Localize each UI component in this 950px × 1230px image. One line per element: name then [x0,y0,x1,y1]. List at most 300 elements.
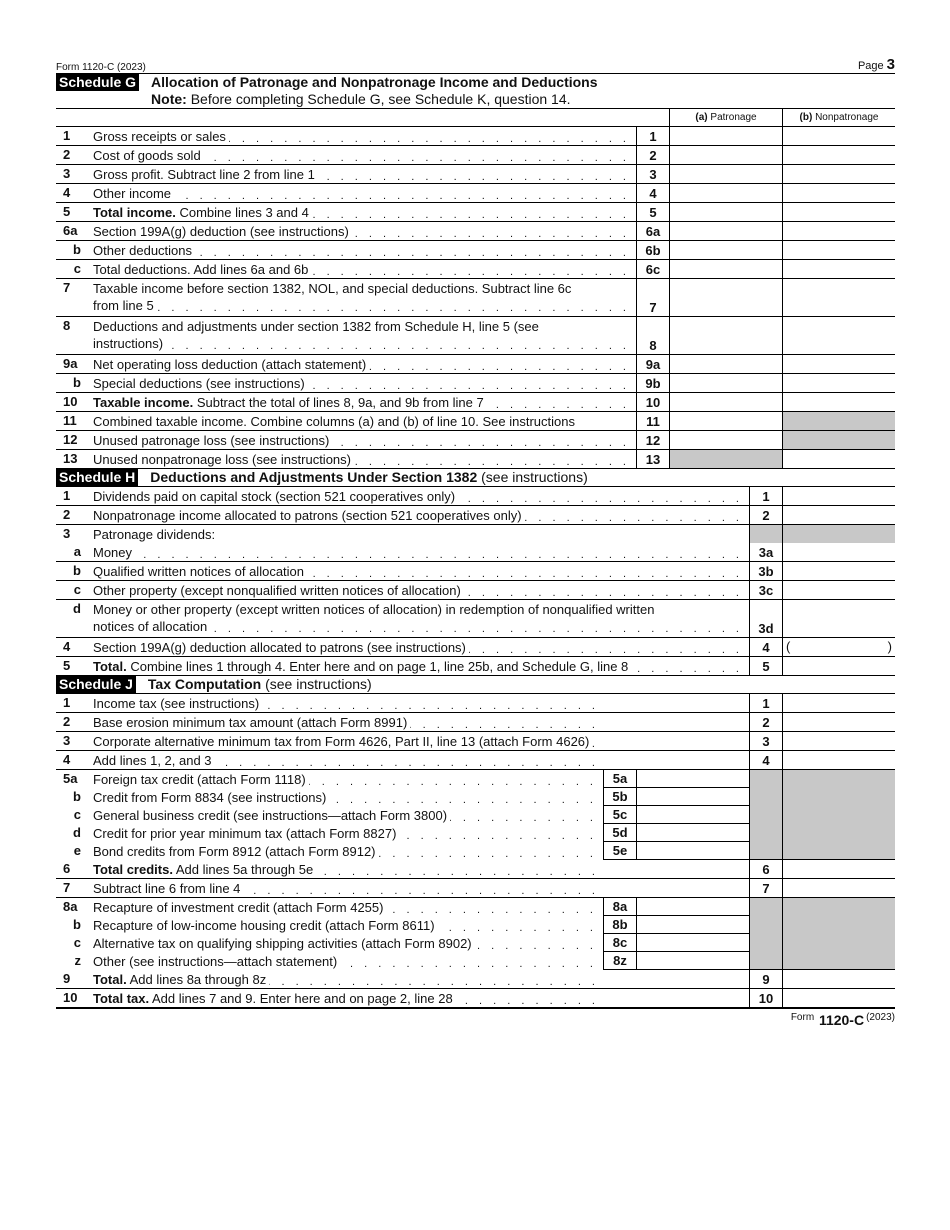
line-number: 5 [63,658,71,673]
line-label-text: Combine lines 3 and 4 [179,205,309,220]
patronage-amount-5[interactable] [669,203,782,221]
line-description [93,260,636,278]
line-description-text [93,695,605,712]
sched-h-amount-2[interactable] [782,506,895,524]
line-label-text: Add lines 7 and 9. Enter here and on page 2, line 28 [152,991,453,1006]
line-box-label: 5c [603,806,636,824]
nonpatronage-amount-12 [782,431,895,449]
line-label-text: Dividends paid on capital stock (section 521 cooperatives only) [93,489,456,504]
line-box-label: 3b [749,562,782,580]
line-label [93,205,312,220]
line-label-text: Gross profit. Subtract line 2 from line 1 [93,167,315,182]
nonpatronage-amount-13[interactable] [782,450,895,468]
sched-j-amount-10[interactable] [782,989,895,1007]
spacer-amount [637,694,749,712]
line-description-text [93,752,605,769]
line-description [93,732,605,750]
patronage-amount-6c[interactable] [669,260,782,278]
line-box-label: 3c [749,581,782,599]
schedule-j-title-block [148,676,372,693]
line-box-label: 13 [636,450,669,468]
sched-j-amount-3[interactable] [782,732,895,750]
line-description [93,203,636,221]
line-description [93,431,636,449]
line-description-text [93,394,636,411]
nonpatronage-amount-8[interactable] [782,317,895,354]
line-label-text: Other income [93,186,172,201]
sched-j-amount-4[interactable] [782,751,895,769]
line-number: z [74,953,81,968]
line-number: 3 [63,733,71,748]
line-number: c [73,582,81,597]
col-a-letter: (a) [695,112,708,123]
line-description-text [93,582,749,599]
col-a-label: Patronage [710,112,757,123]
line-number: 5 [63,204,71,219]
col-b-letter: (b) [799,112,813,123]
line-box-label: 6a [636,222,669,240]
nonpatronage-amount-3[interactable] [782,165,895,183]
column-a-header [669,109,782,126]
line-label [93,659,631,674]
line-box-label: 9b [636,374,669,392]
line-description [93,916,603,934]
line-box-label: 8 [636,317,669,354]
line-description-text [93,771,603,788]
nonpatronage-amount-11 [782,412,895,430]
schedule-g-note [151,91,597,108]
shaded-box [749,770,782,788]
line-label-text: Bond credits from Form 8912 (attach Form 8912) [93,844,376,859]
nonpatronage-amount-6a[interactable] [782,222,895,240]
sched-j-inner-amount-8z[interactable] [636,952,749,970]
line-label [93,918,438,933]
shaded-box [749,806,782,824]
parenthesis-amount [783,638,895,655]
footer-year: (2023) [866,1012,895,1023]
line-box-label [749,525,782,543]
schedule-j-tag: Schedule J [56,676,136,693]
line-description-text [93,507,749,524]
line-description-text [93,242,636,259]
line-label [93,844,379,859]
sched-j-line-5e [56,842,895,860]
schedule-h-title-block [150,469,587,486]
nonpatronage-amount-4[interactable] [782,184,895,202]
line-description [93,713,605,731]
line-description [93,279,636,316]
sched-g-line-3 [56,165,895,184]
line-label-text: Nonpatronage income allocated to patrons (section 521 cooperatives only) [93,508,522,523]
line-label-text: Section 199A(g) deduction allocated to patrons (see instructions) [93,640,466,655]
line-box-label: 8b [603,916,636,934]
line-label-text: Other deductions [93,243,193,258]
form-page [56,54,895,1028]
line-label-text: Recapture of low-income housing credit (attach Form 8611) [93,918,435,933]
line-description-first: Deductions and adjustments under section 1382 from Schedule H, line 5 (see [93,319,539,334]
line-label [93,129,229,144]
line-number: 7 [63,880,71,895]
footer-form-prefix: Form [790,1012,815,1023]
sched-h-amount-3b[interactable] [782,562,895,580]
line-label-text: Other property (except nonqualified written notices of allocation) [93,583,461,598]
shaded-box [749,916,782,934]
spacer-box [605,694,637,712]
sched-h-line-4 [56,638,895,657]
line-description [93,374,636,392]
shaded-amount [782,952,895,970]
sched-g-line-4 [56,184,895,203]
schedule-j-header [56,676,895,694]
line-description-text [93,563,749,580]
sched-h-line-1 [56,487,895,506]
nonpatronage-amount-2[interactable] [782,146,895,164]
line-description [93,842,603,860]
line-label [93,452,354,467]
line-description-text [93,451,636,468]
sched-g-line-12 [56,431,895,450]
col-spacer [56,109,669,126]
line-number: 8a [63,899,78,914]
line-number: 6 [63,861,71,876]
line-description [93,879,605,897]
line-label [93,619,210,634]
line-number: 4 [63,639,71,654]
line-box-label: 1 [636,127,669,145]
sched-j-amount-7[interactable] [782,879,895,897]
spacer-amount [637,970,749,988]
sched-h-amount-5[interactable] [782,657,895,675]
nonpatronage-amount-6c[interactable] [782,260,895,278]
line-number: c [73,807,81,822]
line-label [93,640,469,655]
line-number: 1 [63,128,71,143]
line-number: 7 [63,280,71,295]
line-description-text [93,204,636,221]
line-label-bold: Taxable income. [93,395,194,410]
sched-g-line-13 [56,450,895,469]
sched-j-inner-amount-5e[interactable] [636,842,749,860]
spacer-amount [637,732,749,750]
line-box-label: 7 [749,879,782,897]
line-number: d [73,825,81,840]
line-label-text: Gross receipts or sales [93,129,226,144]
sched-h-amount-3d[interactable] [782,600,895,637]
line-box-label: 9 [749,970,782,988]
shaded-amount [782,806,895,824]
sched-j-inner-amount-5d[interactable] [636,824,749,842]
patronage-amount-9a[interactable] [669,355,782,373]
sched-h-amount-3 [782,525,895,543]
spacer-box [605,970,637,988]
line-label [93,508,525,523]
line-description [93,543,749,561]
line-description-text [93,971,605,988]
schedule-j-title: Tax Computation [147,676,262,692]
line-description-text [93,128,636,145]
schedule-h-tag: Schedule H [56,469,138,486]
line-description [93,393,636,411]
line-box-label: 5e [603,842,636,860]
sched-j-amount-9[interactable] [782,970,895,988]
line-label-text: Add lines 8a through 8z [129,972,267,987]
patronage-amount-7[interactable] [669,279,782,316]
line-box-label: 4 [749,751,782,769]
line-number: 3 [63,526,71,541]
nonpatronage-amount-9a[interactable] [782,355,895,373]
line-label-text: from line 5 [93,298,154,313]
sched-j-amount-1[interactable] [782,694,895,712]
line-number: b [73,375,81,390]
page-footer [56,1007,895,1028]
patronage-amount-6a[interactable] [669,222,782,240]
spacer-amount [637,713,749,731]
line-box-label: 5 [749,657,782,675]
sched-g-line-6c [56,260,895,279]
schedule-g-column-headers [56,109,895,127]
line-description-text [93,432,636,449]
line-number: 2 [63,507,71,522]
line-number: b [73,789,81,804]
sched-j-inner-amount-5a[interactable] [636,770,749,788]
line-box-label: 2 [636,146,669,164]
nonpatronage-amount-1[interactable] [782,127,895,145]
line-description [93,581,749,599]
line-description-text [93,618,749,635]
sched-j-line-6 [56,860,895,879]
sched-h-line-3d [56,600,895,638]
nonpatronage-amount-9b[interactable] [782,374,895,392]
line-number: e [73,843,81,858]
sched-j-line-5c [56,806,895,824]
spacer-box [605,860,637,878]
sched-j-line-1 [56,694,895,713]
page-number-label [858,56,895,73]
line-box-label: 3a [749,543,782,561]
line-label-bold: Total. [93,659,127,674]
line-number: 10 [63,990,78,1005]
line-number: 1 [63,488,71,503]
line-description-text [93,223,636,240]
nonpatronage-amount-10[interactable] [782,393,895,411]
sched-j-amount-6[interactable] [782,860,895,878]
sched-g-line-9a [56,355,895,374]
line-label [93,696,262,711]
line-description-text [93,297,636,314]
line-label [93,753,215,768]
patronage-amount-8[interactable] [669,317,782,354]
sched-j-line-8a [56,898,895,916]
sched-g-line-2 [56,146,895,165]
page-label: Page [857,60,884,72]
sched-j-line-5d [56,824,895,842]
note-text: Before completing Schedule G, see Schedule K, question 14. [190,91,571,107]
line-label [93,808,450,823]
shaded-amount [782,770,895,788]
line-label-text: Income tax (see instructions) [93,696,260,711]
sched-j-inner-amount-8a[interactable] [636,898,749,916]
sched-g-line-7 [56,279,895,317]
nonpatronage-amount-6b[interactable] [782,241,895,259]
line-number: 10 [63,394,78,409]
shaded-amount [782,916,895,934]
line-label-text: Qualified written notices of allocation [93,564,305,579]
line-description-text [93,261,636,278]
sched-h-line-3a [56,543,895,562]
patronage-amount-10[interactable] [669,393,782,411]
schedule-g-title-block [151,74,597,108]
sched-g-line-6a [56,222,895,241]
line-box-label: 2 [749,713,782,731]
sched-j-line-2 [56,713,895,732]
patronage-amount-11[interactable] [669,412,782,430]
sched-j-inner-amount-8b[interactable] [636,916,749,934]
spacer-box [605,713,637,731]
nonpatronage-amount-5[interactable] [782,203,895,221]
line-box-label: 12 [636,431,669,449]
line-description [93,860,605,878]
schedule-g-tag: Schedule G [56,74,139,91]
patronage-amount-4[interactable] [669,184,782,202]
shaded-box [749,898,782,916]
patronage-amount-13 [669,450,782,468]
line-label-text: Credit from Form 8834 (see instructions) [93,790,327,805]
line-number: 3 [63,166,71,181]
schedule-g-title: Allocation of Patronage and Nonpatronage Income and Deductions [151,74,598,90]
line-label-text: General business credit (see instructions—attach Form 3800) [93,808,448,823]
sched-g-line-9b [56,374,895,393]
line-number: 9 [63,971,71,986]
sched-j-line-5a [56,770,895,788]
line-description [93,934,603,952]
line-description-text [93,807,603,824]
nonpatronage-amount-7[interactable] [782,279,895,316]
line-number: b [73,242,81,257]
line-number: 5a [63,771,78,786]
line-description-text [93,335,636,352]
line-box-label: 5a [603,770,636,788]
line-box-label: 5 [636,203,669,221]
line-box-label: 6c [636,260,669,278]
line-label-bold: Total. [93,972,127,987]
line-label-text: Subtract line 6 from line 4 [93,881,241,896]
line-number: 2 [63,147,71,162]
line-description-text [93,526,749,543]
sched-j-line-4 [56,751,895,770]
line-description [93,241,636,259]
sched-g-line-10 [56,393,895,412]
sched-j-inner-amount-5b[interactable] [636,788,749,806]
sched-h-amount-3a[interactable] [782,543,895,561]
line-label [93,414,578,429]
sched-h-amount-1[interactable] [782,487,895,505]
line-description-text [93,733,605,750]
sched-h-line-3 [56,525,895,543]
line-label [93,772,309,787]
line-description [93,222,636,240]
line-label-bold: Total income. [93,205,176,220]
line-description [93,989,605,1007]
line-description-text [93,658,749,675]
line-number: 6a [63,223,78,238]
line-box-label: 8z [603,952,636,970]
schedule-j [56,676,895,1007]
line-label [93,734,592,749]
line-box-label: 4 [636,184,669,202]
line-description [93,600,749,637]
sched-j-line-8z [56,952,895,970]
line-description-text [93,147,636,164]
line-label-text: Section 199A(g) deduction (see instructions) [93,224,349,239]
line-description-text [93,166,636,183]
line-description [93,562,749,580]
line-description [93,525,749,543]
line-label [93,583,464,598]
sched-j-inner-amount-8c[interactable] [636,934,749,952]
line-description [93,184,636,202]
line-label [93,243,195,258]
form-name: Form 1120-C (2023) [56,62,146,73]
line-label-bold: Total credits. [93,862,173,877]
sched-h-amount-3c[interactable] [782,581,895,599]
line-label-text: Special deductions (see instructions) [93,376,305,391]
patronage-amount-6b[interactable] [669,241,782,259]
sched-h-line-2 [56,506,895,525]
shaded-box [749,842,782,860]
line-label-text: notices of allocation [93,619,208,634]
line-box-label: 5b [603,788,636,806]
line-label [93,395,487,410]
patronage-amount-1[interactable] [669,127,782,145]
line-label [93,527,218,542]
line-label-text: Other (see instructions—attach statement) [93,954,338,969]
line-number: 4 [63,185,71,200]
sched-h-line-3c [56,581,895,600]
line-box-label: 3d [749,600,782,637]
line-description [93,788,603,806]
line-label-text: Unused nonpatronage loss (see instructions) [93,452,351,467]
line-number: 8 [63,318,71,333]
patronage-amount-2[interactable] [669,146,782,164]
line-number: 2 [63,714,71,729]
sched-j-inner-amount-5c[interactable] [636,806,749,824]
patronage-amount-12[interactable] [669,431,782,449]
line-box-label: 3 [749,732,782,750]
line-label-text: Subtract the total of lines 8, 9a, and 9b from line 7 [196,395,484,410]
line-description-text [93,413,636,430]
sched-g-line-6b [56,241,895,260]
patronage-amount-3[interactable] [669,165,782,183]
sched-h-line-3b [56,562,895,581]
line-label-bold: Total tax. [93,991,150,1006]
sched-j-line-3 [56,732,895,751]
line-description-text [93,185,636,202]
line-label [93,715,410,730]
line-description [93,806,603,824]
line-label-text: Corporate alternative minimum tax from Form 4626, Part II, line 13 (attach Form 4626) [93,734,590,749]
spacer-box [605,732,637,750]
line-label [93,826,399,841]
patronage-amount-9b[interactable] [669,374,782,392]
sched-h-amount-4[interactable] [782,638,895,656]
line-box-label: 1 [749,694,782,712]
schedule-g-lines [56,127,895,469]
sched-j-amount-2[interactable] [782,713,895,731]
line-label [93,376,308,391]
sched-j-line-9 [56,970,895,989]
line-number: 11 [63,413,77,428]
line-description [93,317,636,354]
